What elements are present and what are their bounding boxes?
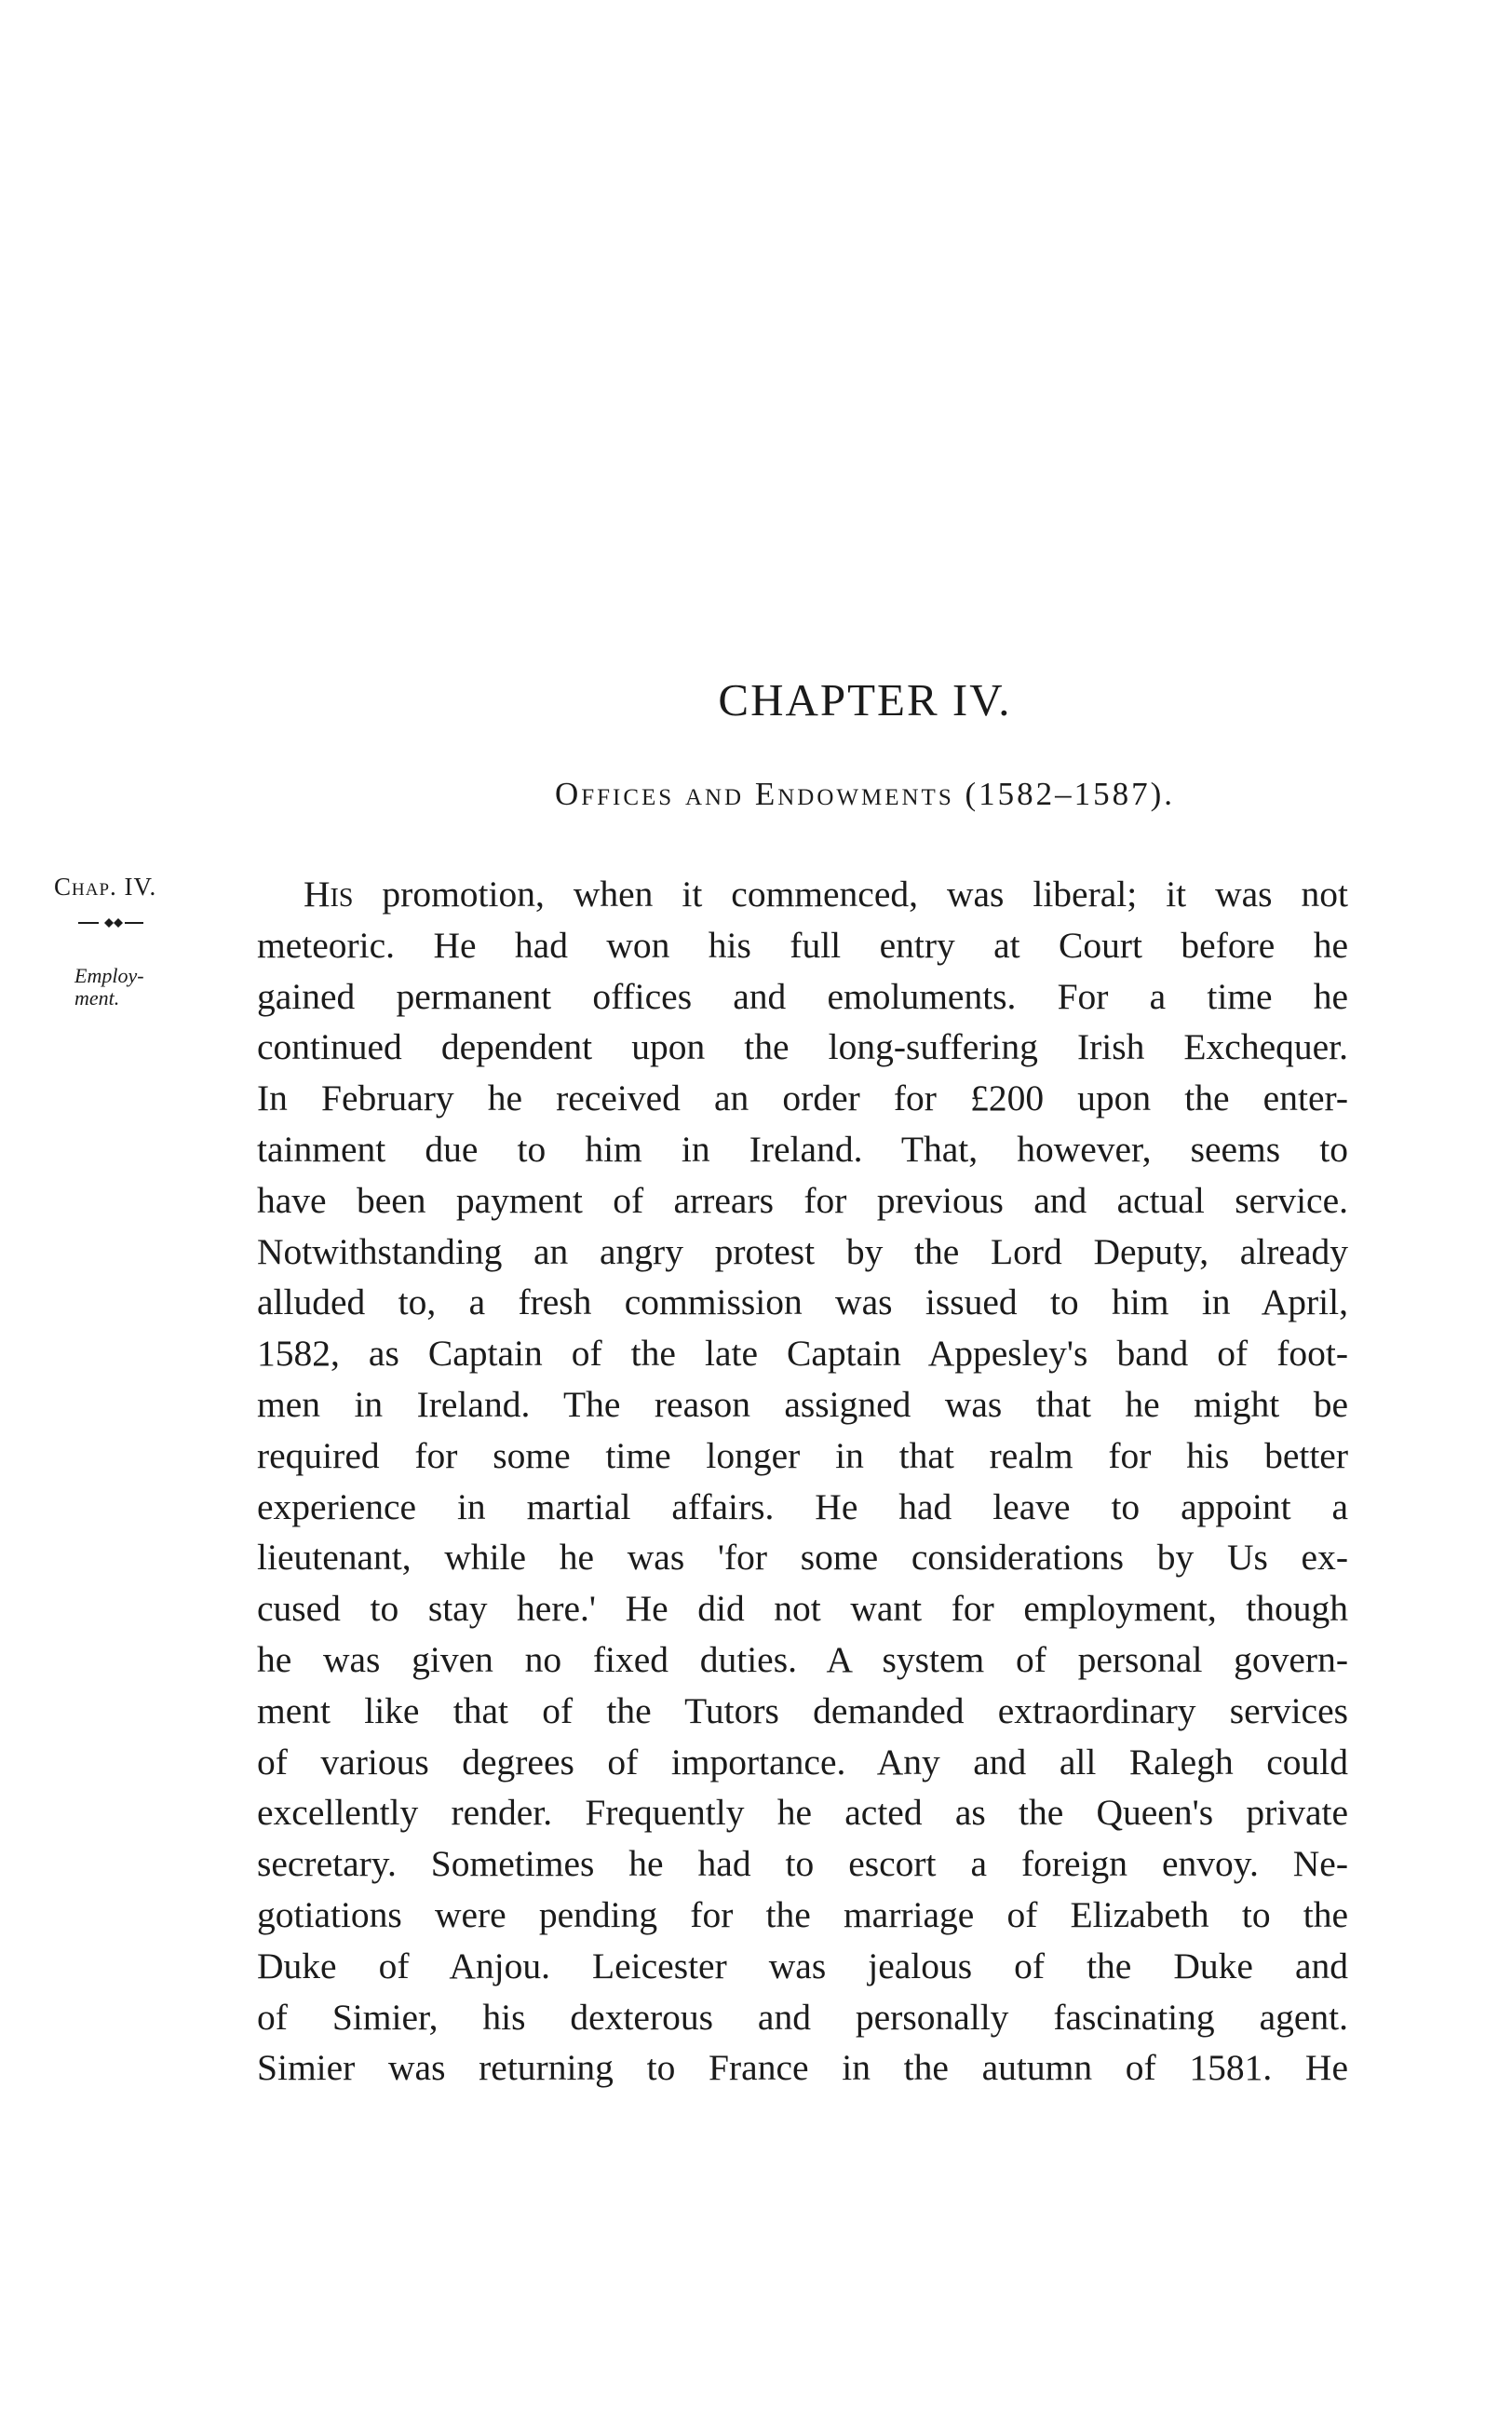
chapter-subtitle: Offices and Endowments (1582–1587). [554,776,1176,812]
text-line-last: Simier was returning to France in the autumn of 1581. He [257,2047,1348,2089]
text-line: experience in martial affairs. He had leave to appoint a [257,1485,1348,1527]
text-line: alluded to, a fresh commission was issued to him in April, [257,1281,1348,1323]
text-line: of various degrees of importance. Any and all Ralegh could [257,1741,1348,1783]
text-line: have been payment of arrears for previous and actual service. [257,1179,1348,1221]
margin-chapter-reference: Chap. IV. [54,873,157,901]
text-line: Duke of Anjou. Leicester was jealous of the Duke and [257,1945,1348,1986]
text-line-first [257,869,1348,920]
text-line: men in Ireland. The reason assigned was that he might be [257,1383,1348,1425]
text-line: secretary. Sometimes he had to escort a foreign envoy. Ne- [257,1843,1348,1885]
body-text [257,869,1348,2094]
text-line: he was given no fixed duties. A system of personal govern- [257,1638,1348,1680]
text-line: meteoric. He had won his full entry at Court before he [257,924,1348,966]
text-line: Notwithstanding an angry protest by the Lord Deputy, already [257,1230,1348,1272]
margin-note-line: Employ- [74,964,144,987]
text-line: tainment due to him in Ireland. That, however, seems to [257,1128,1348,1170]
margin-note [74,965,144,1010]
ornament-divider-icon [78,916,143,929]
chapter-heading: CHAPTER IV. [718,674,1012,725]
text-line: excellently render. Frequently he acted as the Queen's private [257,1792,1348,1834]
text-line: required for some time longer in that realm for his better [257,1434,1348,1476]
text-line: of Simier, his dexterous and personally fascinating agent. [257,1996,1348,2038]
text-line: ment like that of the Tutors demanded extraordinary services [257,1689,1348,1731]
text-line: lieutenant, while he was 'for some considerations by Us ex- [257,1537,1348,1579]
text-line: continued dependent upon the long-suffering Irish Exchequer. [257,1026,1348,1068]
text-line: gotiations were pending for the marriage of Elizabeth to the [257,1893,1348,1935]
margin-note-line: ment. [74,986,120,1010]
lead-word: His [304,874,354,915]
text-line: 1582, as Captain of the late Captain Appesley's band of foot- [257,1333,1348,1375]
first-line-rest: promotion, when it commenced, was liberal; it was not [353,874,1348,915]
text-line: cused to stay here.' He did not want for employment, though [257,1588,1348,1630]
text-line: In February he received an order for £200 upon the enter- [257,1078,1348,1119]
text-line: gained permanent offices and emoluments. For a time he [257,975,1348,1017]
